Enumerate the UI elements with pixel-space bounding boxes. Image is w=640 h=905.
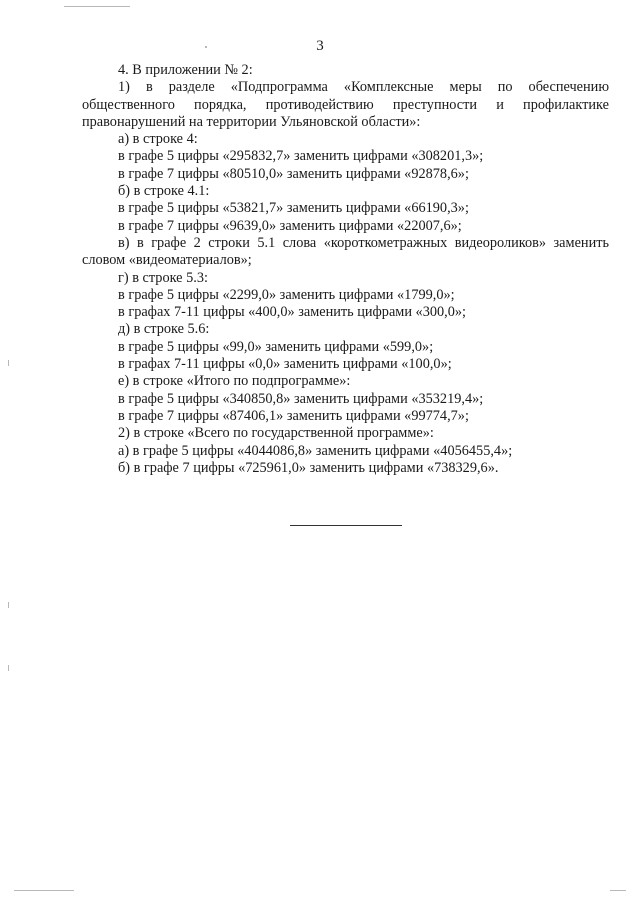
paragraph: д) в строке 5.6: (118, 321, 210, 338)
paragraph: а) в графе 5 цифры «4044086,8» заменить цифрами «4056455,4»; (118, 442, 513, 459)
scan-artifact (205, 46, 207, 48)
paragraph: в графе 5 цифры «295832,7» заменить цифрами «308201,3»; (118, 148, 484, 165)
paragraph: в графе 5 цифры «2299,0» заменить цифрами «1799,0»; (118, 286, 455, 303)
page-number: 3 (316, 38, 324, 54)
paragraph: в графе 5 цифры «340850,8» заменить цифрами «353219,4»; (118, 390, 484, 407)
paragraph: б) в строке 4.1: (118, 183, 210, 200)
paragraph: а) в строке 4: (118, 131, 198, 148)
paragraph: г) в строке 5.3: (118, 269, 208, 286)
paragraph: в графе 5 цифры «99,0» заменить цифрами «599,0»; (118, 338, 434, 355)
scan-artifact (8, 602, 9, 608)
paragraph: в графе 7 цифры «87406,1» заменить цифрами «99774,7»; (118, 407, 469, 424)
document-body (82, 62, 609, 477)
paragraph: 1) в разделе «Подпрограмма «Комплексные меры по обеспечению общественного порядка, противодействию преступности и профилактике правонарушений на территории Ульяновской области»: (82, 79, 609, 130)
paragraph: 2) в строке «Всего по государственной программе»: (118, 425, 434, 442)
scan-artifact (610, 890, 626, 891)
paragraph: в графе 5 цифры «53821,7» заменить цифрами «66190,3»; (118, 200, 469, 217)
scan-artifact (64, 6, 130, 7)
paragraph: в графах 7-11 цифры «0,0» заменить цифрами «100,0»; (118, 356, 452, 373)
section-heading: 4. В приложении № 2: (118, 62, 253, 78)
scan-artifact (8, 360, 9, 366)
paragraph: б) в графе 7 цифры «725961,0» заменить цифрами «738329,6». (118, 459, 499, 476)
paragraph: в) в графе 2 строки 5.1 слова «короткометражных видеороликов» заменить словом «видеоматериалов»; (82, 234, 609, 269)
paragraph: в графе 7 цифры «9639,0» заменить цифрами «22007,6»; (118, 217, 462, 234)
paragraph: в графах 7-11 цифры «400,0» заменить цифрами «300,0»; (118, 304, 466, 321)
scan-artifact (8, 665, 9, 671)
end-of-text-rule (290, 525, 402, 526)
scan-artifact (14, 890, 74, 891)
paragraph: е) в строке «Итого по подпрограмме»: (118, 373, 351, 390)
paragraph: в графе 7 цифры «80510,0» заменить цифрами «92878,6»; (118, 165, 469, 182)
